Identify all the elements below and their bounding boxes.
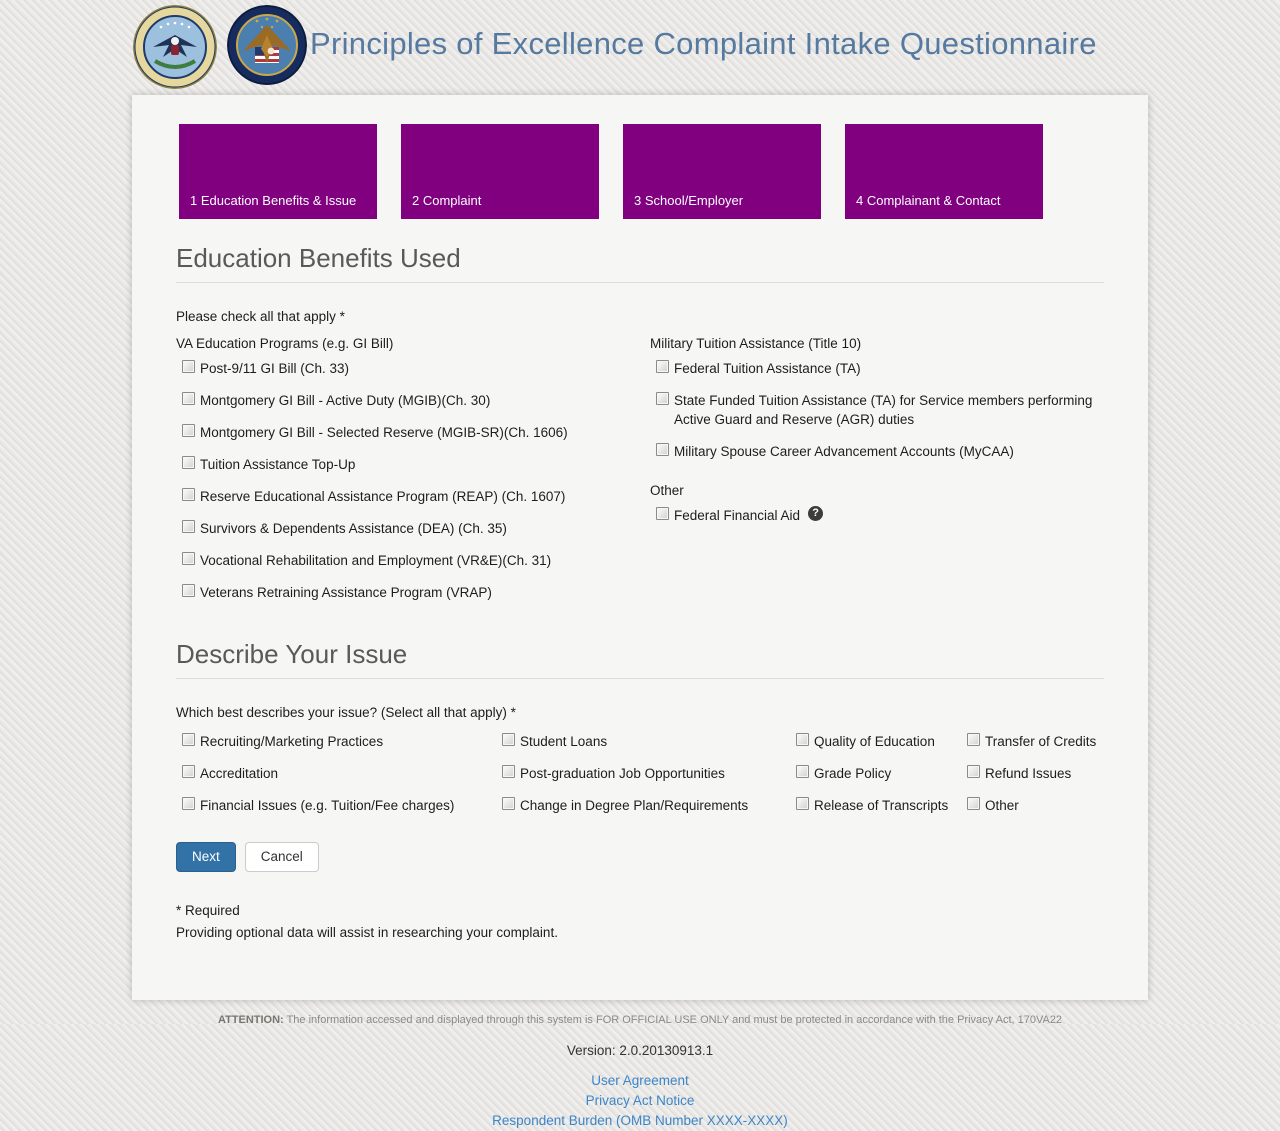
va-seal-icon	[227, 5, 307, 85]
va-programs-group	[176, 336, 650, 615]
checkbox[interactable]	[502, 797, 515, 810]
checkbox[interactable]	[656, 507, 669, 520]
va-programs-title: VA Education Programs (e.g. GI Bill)	[176, 336, 394, 351]
checkbox-financial-issues[interactable]: Financial Issues (e.g. Tuition/Fee charges)	[182, 796, 496, 815]
benefits-instruction: Please check all that apply *	[176, 309, 345, 324]
wizard-tabs	[179, 124, 1104, 219]
required-note: * Required	[176, 903, 240, 918]
checkbox[interactable]	[182, 392, 195, 405]
privacy-act-notice-link[interactable]: Privacy Act Notice	[585, 1093, 695, 1108]
checkbox[interactable]	[182, 584, 195, 597]
checkbox[interactable]	[182, 488, 195, 501]
checkbox-transfer-credits[interactable]: Transfer of Credits	[967, 732, 1102, 751]
footer-links	[0, 1071, 1280, 1131]
checkbox-quality-of-education[interactable]: Quality of Education	[796, 732, 961, 751]
issue-options	[176, 732, 1104, 828]
checkbox-dea[interactable]: Survivors & Dependents Assistance (DEA) (Ch. 35)	[182, 519, 650, 538]
military-ta-title: Military Tuition Assistance (Title 10)	[650, 336, 862, 351]
checkbox[interactable]	[796, 797, 809, 810]
heading-divider	[176, 678, 1104, 679]
checkbox[interactable]	[967, 733, 980, 746]
checkbox[interactable]	[796, 765, 809, 778]
checkbox-accreditation[interactable]: Accreditation	[182, 764, 496, 783]
dod-seal-icon	[133, 5, 217, 89]
checkbox-reap[interactable]: Reserve Educational Assistance Program (REAP) (Ch. 1607)	[182, 487, 650, 506]
respondent-burden-link[interactable]: Respondent Burden (OMB Number XXXX-XXXX)	[492, 1113, 788, 1128]
checkbox[interactable]	[656, 392, 669, 405]
checkbox-mgib-sr[interactable]: Montgomery GI Bill - Selected Reserve (MGIB-SR)(Ch. 1606)	[182, 423, 650, 442]
checkbox[interactable]	[967, 797, 980, 810]
military-ta-group	[650, 336, 1104, 615]
next-button[interactable]: Next	[176, 842, 236, 872]
checkbox-vrap[interactable]: Veterans Retraining Assistance Program (VRAP)	[182, 583, 650, 602]
checkbox-vre[interactable]: Vocational Rehabilitation and Employment (VR&E)(Ch. 31)	[182, 551, 650, 570]
page-title: Principles of Excellence Complaint Intake Questionnaire	[310, 26, 1097, 61]
optional-data-note: Providing optional data will assist in researching your complaint.	[176, 925, 558, 940]
checkbox-refund-issues[interactable]: Refund Issues	[967, 764, 1102, 783]
site-footer	[0, 1014, 1280, 1131]
checkbox[interactable]	[656, 443, 669, 456]
checkbox[interactable]	[182, 360, 195, 373]
checkbox-degree-plan-change[interactable]: Change in Degree Plan/Requirements	[502, 796, 790, 815]
site-header	[0, 0, 1280, 95]
checkbox-state-ta[interactable]: State Funded Tuition Assistance (TA) for Service members performing Active Guard and Reserve (AGR) duties	[656, 391, 1104, 429]
tab-label: 1 Education Benefits & Issue	[190, 193, 357, 208]
issue-question: Which best describes your issue? (Select all that apply) *	[176, 705, 516, 720]
checkbox-release-transcripts[interactable]: Release of Transcripts	[796, 796, 961, 815]
checkbox[interactable]	[502, 733, 515, 746]
issue-heading: Describe Your Issue	[176, 639, 408, 669]
checkbox-grade-policy[interactable]: Grade Policy	[796, 764, 961, 783]
tab-label: 3 School/Employer	[634, 193, 744, 208]
version-text: Version: 2.0.20130913.1	[566, 1043, 714, 1058]
checkbox[interactable]	[182, 456, 195, 469]
tab-label: 2 Complaint	[412, 193, 482, 208]
checkbox-federal-ta[interactable]: Federal Tuition Assistance (TA)	[656, 359, 1104, 378]
cancel-button[interactable]: Cancel	[245, 842, 319, 872]
checkbox[interactable]	[182, 797, 195, 810]
tab-complaint[interactable]	[401, 124, 599, 219]
checkbox[interactable]	[182, 424, 195, 437]
attention-text: The information accessed and displayed through this system is FOR OFFICIAL USE ONLY and must be protected in accordance with the Privacy Act, 170VA22	[283, 1014, 1063, 1026]
checkbox-mycaa[interactable]: Military Spouse Career Advancement Accounts (MyCAA)	[656, 442, 1104, 461]
tab-label: 4 Complainant & Contact	[856, 193, 1001, 208]
checkbox[interactable]	[967, 765, 980, 778]
checkbox-recruiting[interactable]: Recruiting/Marketing Practices	[182, 732, 496, 751]
checkbox[interactable]	[796, 733, 809, 746]
checkbox-federal-financial-aid[interactable]: Federal Financial Aid ?	[656, 506, 1104, 525]
checkbox-ta-topup[interactable]: Tuition Assistance Top-Up	[182, 455, 650, 474]
checkbox[interactable]	[182, 520, 195, 533]
checkbox[interactable]	[182, 765, 195, 778]
tab-complainant-contact[interactable]	[845, 124, 1043, 219]
checkbox[interactable]	[182, 552, 195, 565]
tab-school-employer[interactable]	[623, 124, 821, 219]
checkbox[interactable]	[656, 360, 669, 373]
attention-notice	[0, 1014, 1280, 1026]
user-agreement-link[interactable]: User Agreement	[591, 1073, 689, 1088]
checkbox-postgrad-jobs[interactable]: Post-graduation Job Opportunities	[502, 764, 790, 783]
checkbox-post911[interactable]: Post-9/11 GI Bill (Ch. 33)	[182, 359, 650, 378]
heading-divider	[176, 282, 1104, 283]
checkbox-other-issue[interactable]: Other	[967, 796, 1102, 815]
checkbox-student-loans[interactable]: Student Loans	[502, 732, 790, 751]
tab-education-benefits[interactable]	[179, 124, 377, 219]
checkbox[interactable]	[182, 733, 195, 746]
attention-label: ATTENTION:	[217, 1014, 284, 1026]
benefits-heading: Education Benefits Used	[176, 243, 461, 273]
checkbox[interactable]	[502, 765, 515, 778]
other-group-title: Other	[650, 483, 684, 498]
form-panel	[132, 95, 1148, 1000]
help-icon[interactable]: ?	[808, 506, 823, 521]
checkbox-mgib-ad[interactable]: Montgomery GI Bill - Active Duty (MGIB)(Ch. 30)	[182, 391, 650, 410]
